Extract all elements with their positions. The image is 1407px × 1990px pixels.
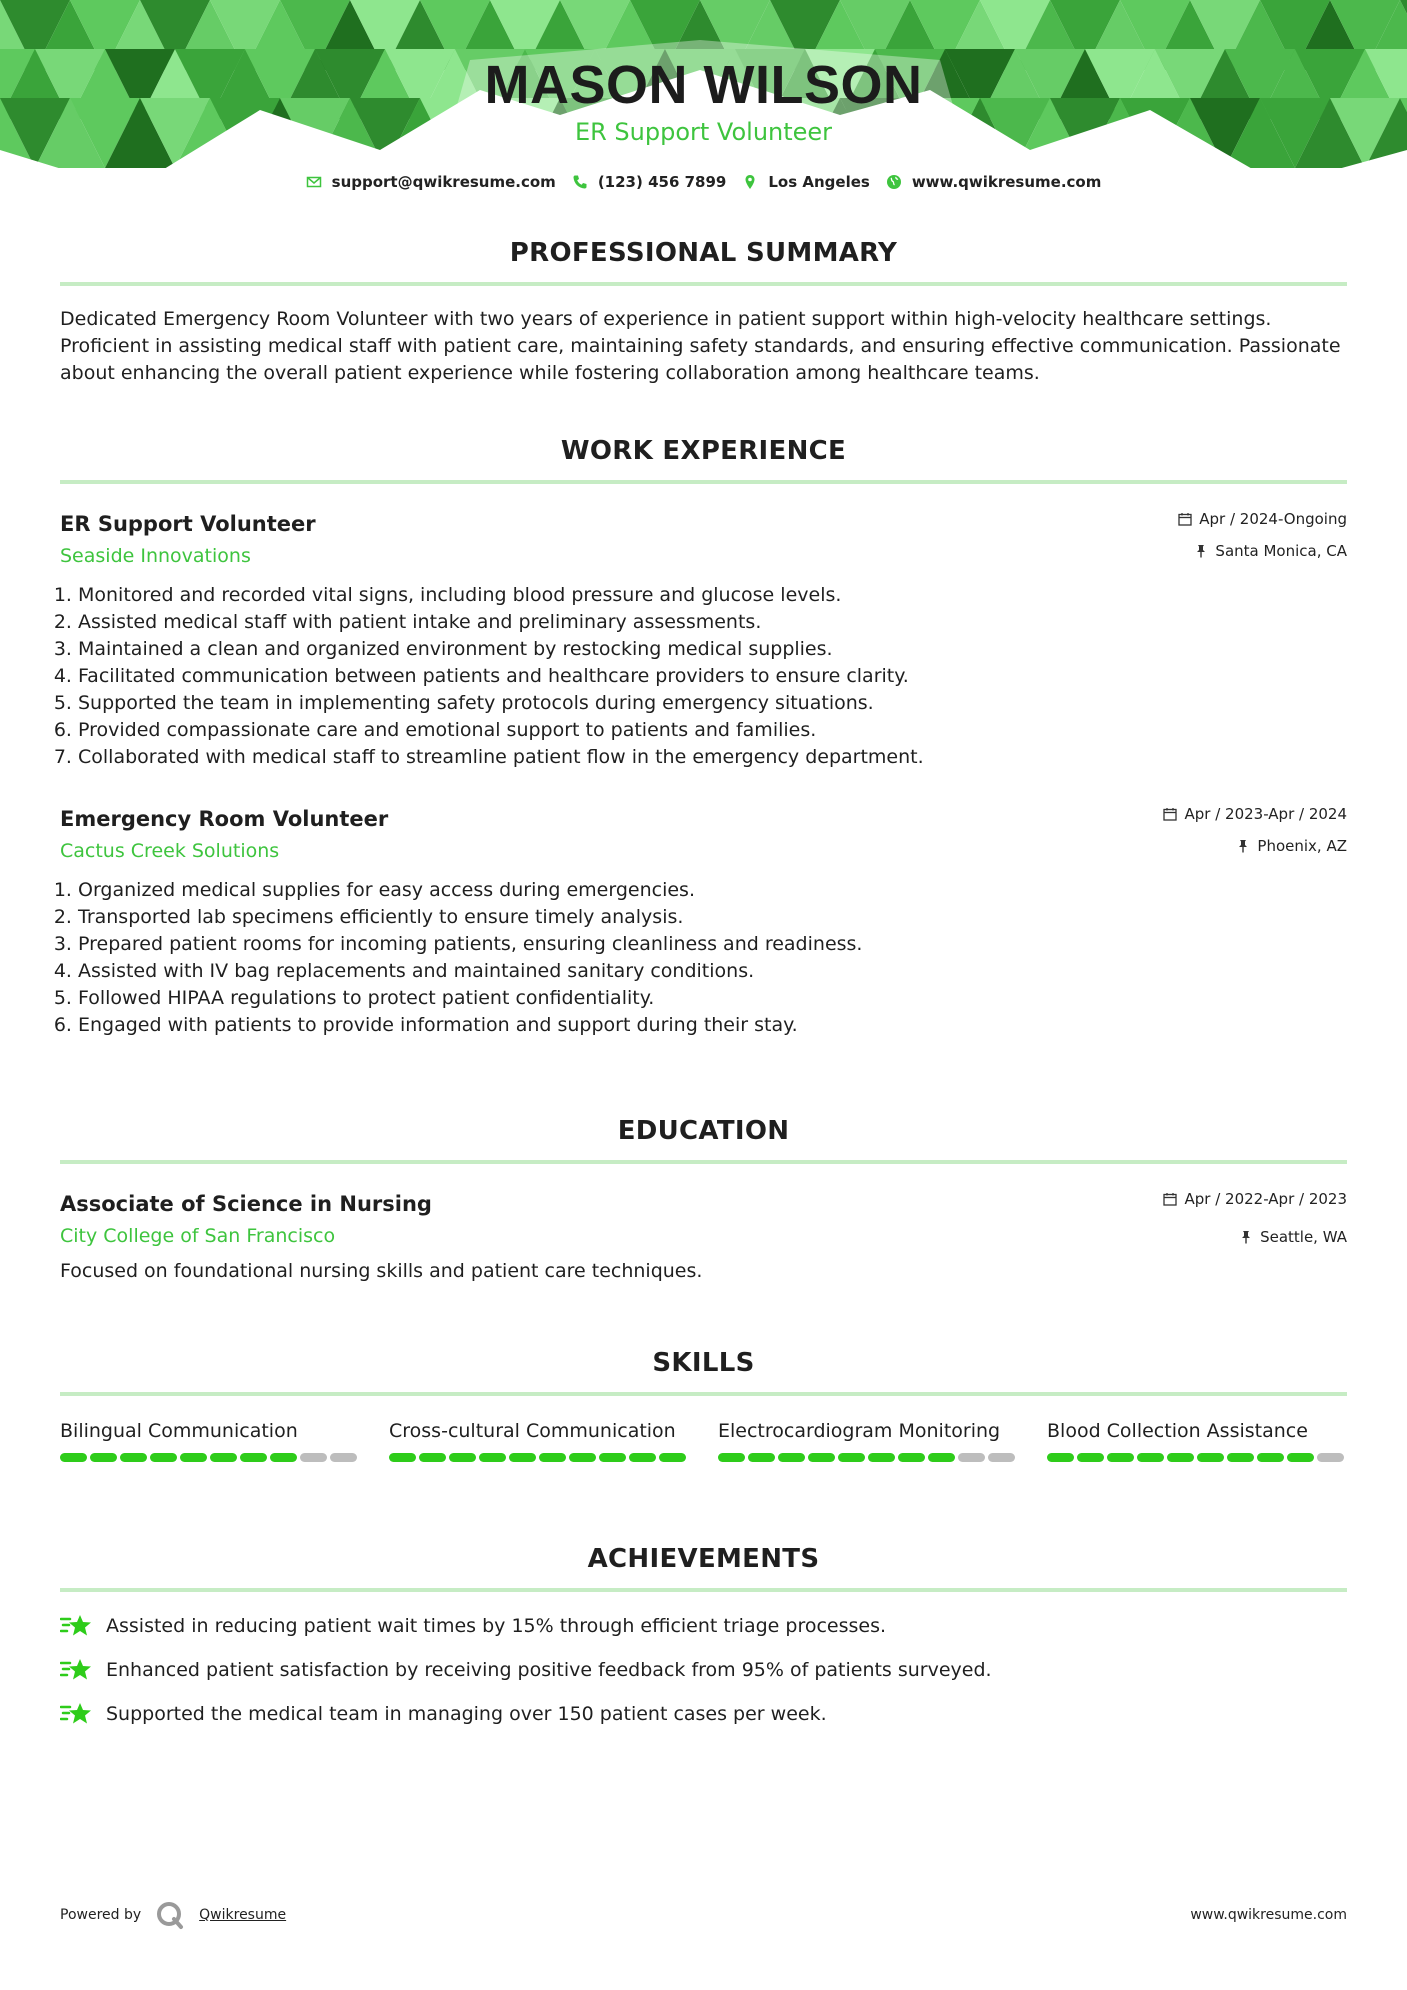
skill-level-dot	[1107, 1453, 1134, 1462]
job-meta	[1178, 510, 1347, 560]
candidate-role: ER Support Volunteer	[574, 118, 833, 146]
pushpin-icon	[1194, 544, 1208, 558]
email-text: support@qwikresume.com	[331, 173, 556, 191]
calendar-icon	[1163, 807, 1177, 821]
achievements-heading: ACHIEVEMENTS	[60, 1544, 1347, 1592]
job-meta	[1163, 805, 1347, 855]
job-entry	[60, 805, 1347, 1039]
envelope-icon	[306, 174, 322, 190]
skill-level-dot	[778, 1453, 805, 1462]
job-dates-text: Apr / 2023-Apr / 2024	[1184, 805, 1347, 823]
location-text: Los Angeles	[768, 173, 870, 191]
job-dates-text: Apr / 2024-Ongoing	[1199, 510, 1347, 528]
achievement-item	[60, 1700, 1347, 1728]
pushpin-icon	[1239, 1230, 1253, 1244]
achievements-list	[60, 1612, 1347, 1728]
candidate-name: MASON WILSON	[484, 55, 923, 115]
star-achievement-icon	[60, 1700, 92, 1728]
skill-level-dot	[718, 1453, 745, 1462]
skill-level-dot	[1197, 1453, 1224, 1462]
contact-location	[742, 173, 869, 191]
skill-level-dot	[479, 1453, 506, 1462]
job-location	[1178, 542, 1347, 560]
skill-level-dot	[1257, 1453, 1284, 1462]
job-bullet: 4. Assisted with IV bag replacements and maintained sanitary conditions.	[78, 958, 1347, 985]
job-bullet: 6. Provided compassionate care and emotional support to patients and families.	[78, 717, 1347, 744]
skill-level-bar	[60, 1453, 360, 1462]
job-bullet: 1. Organized medical supplies for easy access during emergencies.	[78, 877, 1347, 904]
contact-phone[interactable]	[572, 173, 727, 191]
job-bullet: 3. Maintained a clean and organized environment by restocking medical supplies.	[78, 636, 1347, 663]
skill-level-dot	[868, 1453, 895, 1462]
website-text: www.qwikresume.com	[911, 173, 1102, 191]
skill-level-dot	[988, 1453, 1015, 1462]
skill-level-dot	[180, 1453, 207, 1462]
skill-level-dot	[928, 1453, 955, 1462]
job-list	[60, 510, 1347, 1039]
resume-header	[0, 55, 1407, 147]
skills-heading: SKILLS	[60, 1348, 1347, 1396]
skill-level-dot	[330, 1453, 357, 1462]
experience-heading: WORK EXPERIENCE	[60, 436, 1347, 484]
achievement-item	[60, 1612, 1347, 1640]
contact-email[interactable]	[306, 173, 556, 191]
skill-level-dot	[958, 1453, 985, 1462]
achievement-text: Assisted in reducing patient wait times by 15% through efficient triage processes.	[106, 1614, 887, 1637]
skill-level-dot	[240, 1453, 267, 1462]
contact-website[interactable]	[886, 173, 1102, 191]
page-footer	[60, 1900, 1347, 1930]
job-bullet: 3. Prepared patient rooms for incoming patients, ensuring cleanliness and readiness.	[78, 931, 1347, 958]
skill-level-dot	[449, 1453, 476, 1462]
achievement-text: Supported the medical team in managing over 150 patient cases per week.	[106, 1702, 827, 1725]
skill-level-dot	[569, 1453, 596, 1462]
job-bullet: 7. Collaborated with medical staff to streamline patient flow in the emergency department.	[78, 744, 1347, 771]
globe-icon	[886, 174, 902, 190]
job-bullet: 5. Followed HIPAA regulations to protect patient confidentiality.	[78, 985, 1347, 1012]
job-bullet: 2. Assisted medical staff with patient intake and preliminary assessments.	[78, 609, 1347, 636]
job-location-text: Phoenix, AZ	[1257, 837, 1347, 855]
skill-level-dot	[808, 1453, 835, 1462]
summary-heading: PROFESSIONAL SUMMARY	[60, 238, 1347, 286]
skill-level-dot	[1287, 1453, 1314, 1462]
skill-level-dot	[60, 1453, 87, 1462]
star-achievement-icon	[60, 1612, 92, 1640]
skill-level-dot	[1317, 1453, 1344, 1462]
summary-section	[60, 238, 1347, 387]
phone-icon	[572, 174, 588, 190]
skill-level-dot	[1137, 1453, 1164, 1462]
skill-level-dot	[210, 1453, 237, 1462]
job-bullets	[60, 582, 1347, 771]
job-title: ER Support Volunteer	[60, 512, 316, 536]
skill-level-dot	[389, 1453, 416, 1462]
skill-level-bar	[389, 1453, 689, 1462]
education-section	[60, 1116, 1347, 1285]
job-title: Emergency Room Volunteer	[60, 807, 389, 831]
skill-name: Bilingual Communication	[60, 1420, 298, 1442]
job-bullet: 6. Engaged with patients to provide information and support during their stay.	[78, 1012, 1347, 1039]
job-bullets	[60, 877, 1347, 1039]
skill-level-dot	[898, 1453, 925, 1462]
footer-website[interactable]: www.qwikresume.com	[1190, 1907, 1347, 1923]
skill-level-dot	[150, 1453, 177, 1462]
company-name: Cactus Creek Solutions	[60, 840, 280, 862]
skill-level-dot	[539, 1453, 566, 1462]
map-pin-icon	[742, 174, 758, 190]
skill-level-dot	[1167, 1453, 1194, 1462]
education-location	[1163, 1228, 1347, 1246]
calendar-icon	[1178, 512, 1192, 526]
skill-level-dot	[1047, 1453, 1074, 1462]
star-achievement-icon	[60, 1656, 92, 1684]
skill-name: Blood Collection Assistance	[1047, 1420, 1308, 1442]
skill-name: Electrocardiogram Monitoring	[718, 1420, 1001, 1442]
achievements-section	[60, 1544, 1347, 1728]
skill-level-dot	[629, 1453, 656, 1462]
skill-item	[1047, 1418, 1347, 1462]
job-location-text: Santa Monica, CA	[1215, 542, 1347, 560]
skill-level-dot	[748, 1453, 775, 1462]
job-bullet: 5. Supported the team in implementing safety protocols during emergency situations.	[78, 690, 1347, 717]
skills-section	[60, 1348, 1347, 1462]
achievement-item	[60, 1656, 1347, 1684]
achievement-text: Enhanced patient satisfaction by receiving positive feedback from 95% of patients surveyed.	[106, 1658, 992, 1681]
school-name: City College of San Francisco	[60, 1225, 336, 1247]
pushpin-icon	[1236, 839, 1250, 853]
qwikresume-logo-icon	[155, 1900, 185, 1930]
degree-title: Associate of Science in Nursing	[60, 1192, 432, 1216]
job-bullet: 4. Facilitated communication between patients and healthcare providers to ensure clarity.	[78, 663, 1347, 690]
skill-level-bar	[718, 1453, 1018, 1462]
skill-level-bar	[1047, 1453, 1347, 1462]
skill-level-dot	[1227, 1453, 1254, 1462]
skill-level-dot	[419, 1453, 446, 1462]
calendar-icon	[1163, 1192, 1177, 1206]
education-dates	[1163, 1190, 1347, 1208]
skill-level-dot	[300, 1453, 327, 1462]
skill-level-dot	[120, 1453, 147, 1462]
skill-level-dot	[270, 1453, 297, 1462]
education-heading: EDUCATION	[60, 1116, 1347, 1164]
skill-level-dot	[838, 1453, 865, 1462]
qwikresume-link[interactable]: Qwikresume	[199, 1907, 287, 1923]
skill-level-dot	[599, 1453, 626, 1462]
powered-by-text: Powered by	[60, 1907, 142, 1923]
education-description: Focused on foundational nursing skills and patient care techniques.	[60, 1260, 703, 1282]
job-bullet: 1. Monitored and recorded vital signs, including blood pressure and glucose levels.	[78, 582, 1347, 609]
job-dates	[1163, 805, 1347, 823]
skill-level-dot	[90, 1453, 117, 1462]
job-entry	[60, 510, 1347, 771]
education-meta	[1163, 1190, 1347, 1246]
job-location	[1163, 837, 1347, 855]
skill-item	[389, 1418, 689, 1462]
skill-item	[60, 1418, 360, 1462]
contact-bar	[0, 173, 1407, 191]
phone-text: (123) 456 7899	[597, 173, 727, 191]
summary-text: Dedicated Emergency Room Volunteer with two years of experience in patient support within high-velocity healthcare settings. Proficient in assisting medical staff with patient care, maintaining safety standards, and ensuring effective communication. Passionate about enhancing the overall patient experience while fostering collaboration among healthcare teams.	[60, 308, 1341, 384]
job-bullet: 2. Transported lab specimens efficiently to ensure timely analysis.	[78, 904, 1347, 931]
skill-level-dot	[509, 1453, 536, 1462]
skill-name: Cross-cultural Communication	[389, 1420, 676, 1442]
job-dates	[1178, 510, 1347, 528]
company-name: Seaside Innovations	[60, 545, 251, 567]
experience-section	[60, 436, 1347, 1039]
skill-item	[718, 1418, 1018, 1462]
skill-level-dot	[659, 1453, 686, 1462]
footer-branding	[60, 1900, 286, 1930]
skill-level-dot	[1077, 1453, 1104, 1462]
education-entry	[60, 1190, 1347, 1285]
skills-list	[60, 1418, 1347, 1462]
education-dates-text: Apr / 2022-Apr / 2023	[1184, 1190, 1347, 1208]
education-location-text: Seattle, WA	[1260, 1228, 1347, 1246]
